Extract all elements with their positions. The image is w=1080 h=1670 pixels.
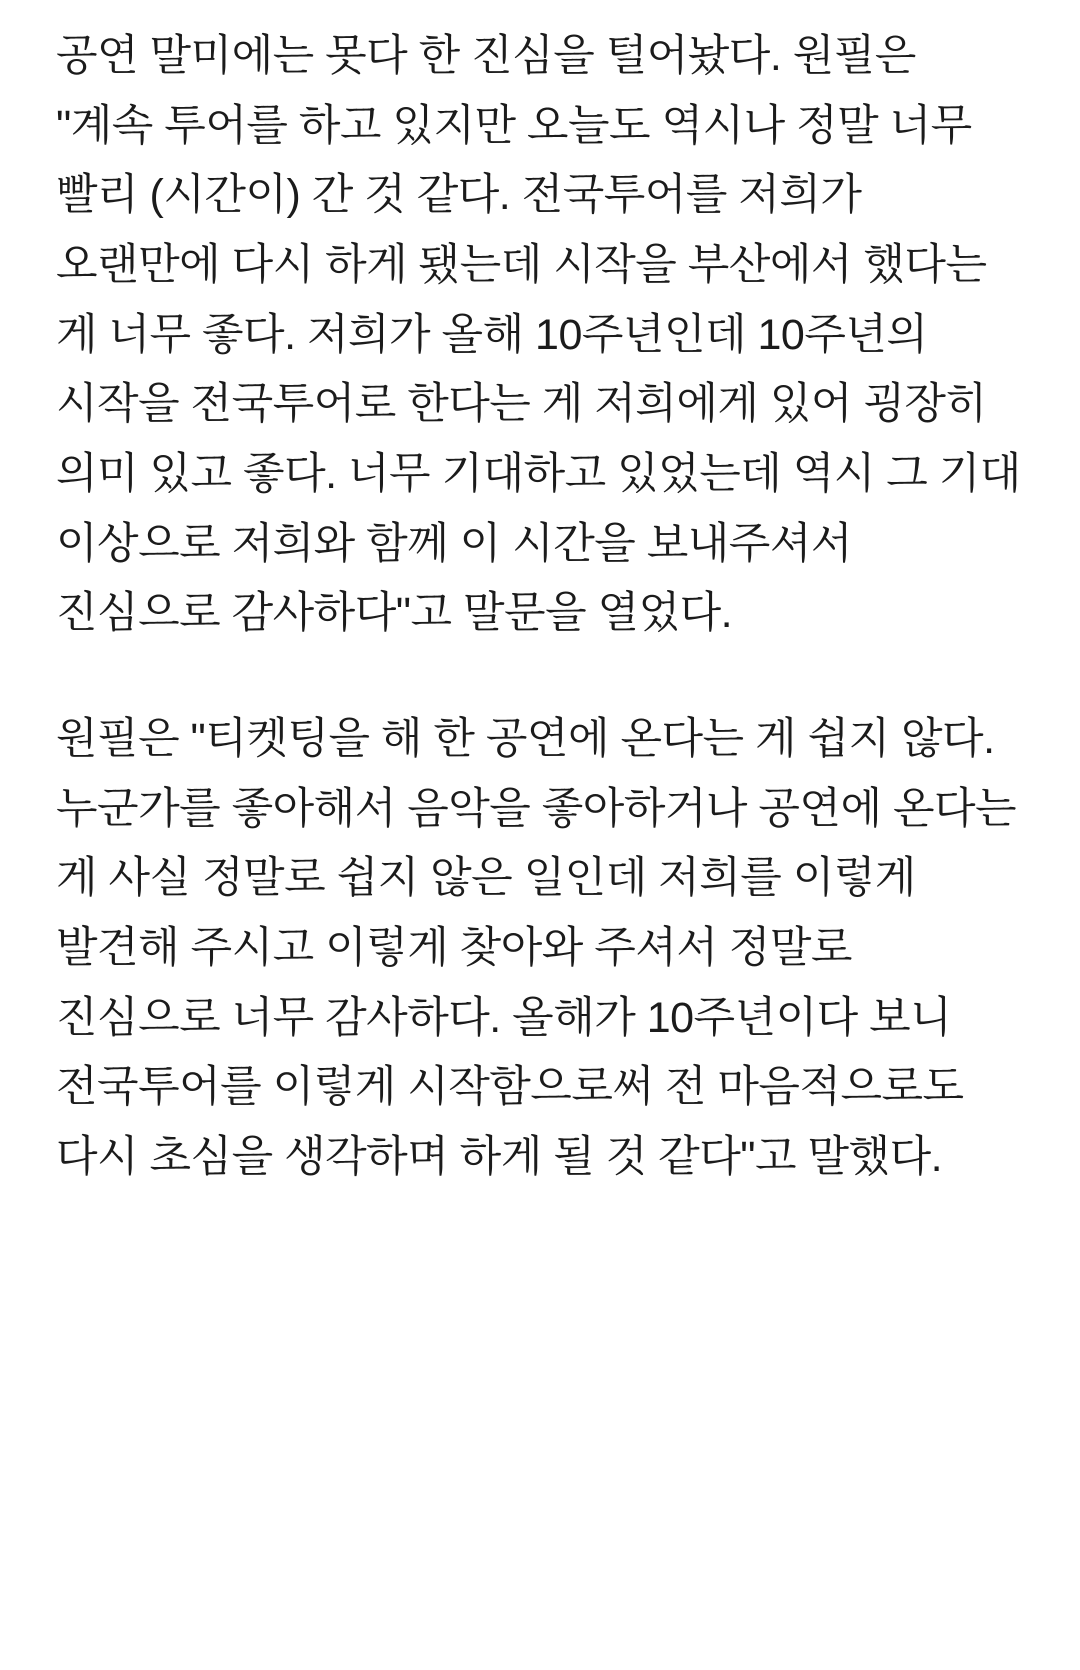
article-paragraph-2: 원필은 "티켓팅을 해 한 공연에 온다는 게 쉽지 않다. 누군가를 좋아해서 음악을 좋아하거나 공연에 온다는 게 사실 정말로 쉽지 않은 일인데 저희를 이렇게 발견해 주시고 이렇게 찾아와 주셔서 정말로 진심으로 너무 감사하다. 올해가 10주년이다 보니 전국투어를 이렇게 시작함으로써 전 마음적으로도 다시 초심을 생각하며 하게 될 것 같다"고 말했다. xyxy=(56,714,1028,1181)
article-paragraph-1: 공연 말미에는 못다 한 진심을 털어놨다. 원필은 "계속 투어를 하고 있지만 오늘도 역시나 정말 너무 빨리 (시간이) 간 것 같다. 전국투어를 저희가 오랜만에 다시 하게 됐는데 시작을 부산에서 했다는 게 너무 좋다. 저희가 올해 10주년인데 10주년의 시작을 전국투어로 한다는 게 저희에게 있어 굉장히 의미 있고 좋다. 너무 기대하고 있었는데 역시 그 기대 이상으로 저희와 함께 이 시간을 보내주셔서 진심으로 감사하다"고 말문을 열었다. xyxy=(56,32,1033,638)
